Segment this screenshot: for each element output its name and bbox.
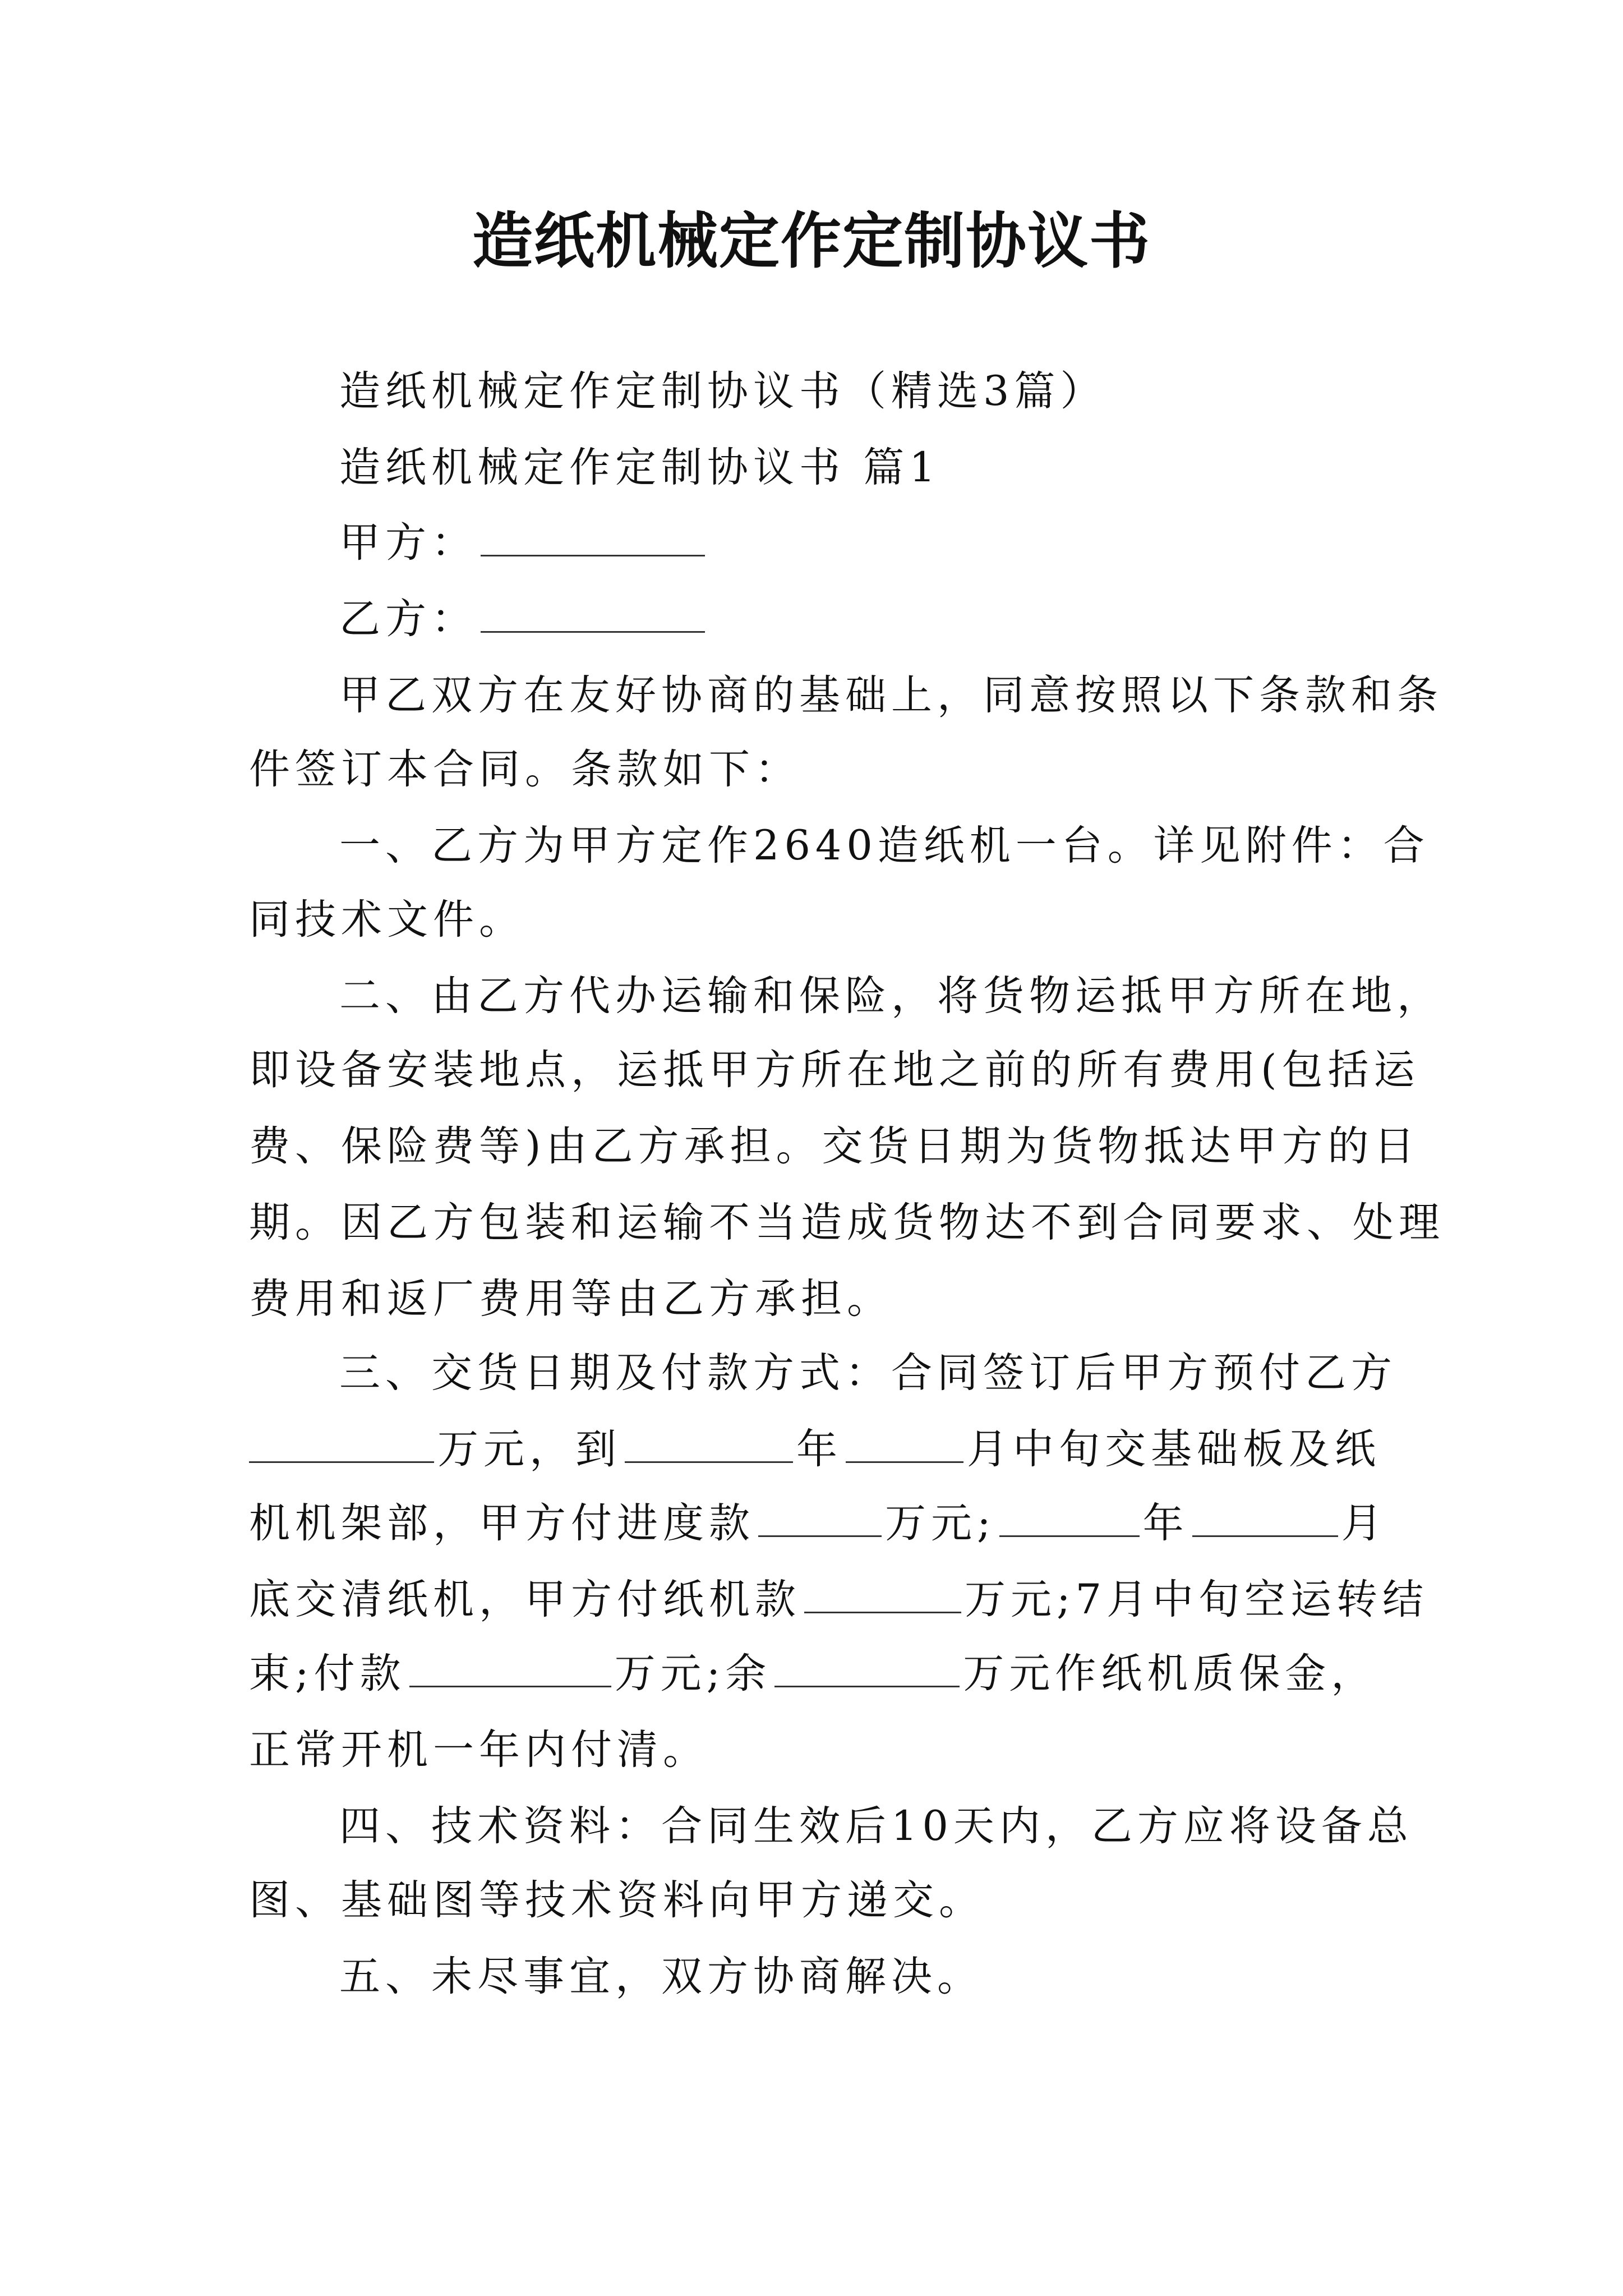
month-blank xyxy=(846,1422,963,1463)
clause-3-text: 万元;余 xyxy=(614,1650,772,1697)
year-blank xyxy=(625,1422,793,1463)
year-blank xyxy=(999,1496,1140,1537)
clause-1-line: 一、乙方为甲方定作2640造纸机一台。详见附件：合 xyxy=(339,822,1430,869)
clause-3-text: 万元，到 xyxy=(437,1425,621,1473)
clause-3-text: 束;付款 xyxy=(249,1650,406,1697)
party-b-blank xyxy=(481,592,705,633)
progress-payment-blank xyxy=(758,1496,882,1537)
month-blank xyxy=(1192,1496,1338,1537)
subtitle: 造纸机械定作定制协议书（精选3篇） xyxy=(339,367,1106,415)
clause-2-line: 即设备安装地点，运抵甲方所在地之前的所有费用(包括运 xyxy=(249,1046,1420,1094)
clause-3-text: 机机架部，甲方付进度款 xyxy=(249,1499,755,1547)
party-a-blank xyxy=(481,516,705,556)
clause-3-text: 年 xyxy=(796,1425,842,1473)
clause-2-line: 费用和返厂费用等由乙方承担。 xyxy=(249,1275,893,1323)
clause-3-text: 月中旬交基础板及纸 xyxy=(967,1425,1381,1473)
intro-line: 件签订本合同。条款如下： xyxy=(249,746,801,793)
clause-2-line: 费、保险费等)由乙方承担。交货日期为货物抵达甲方的日 xyxy=(249,1122,1420,1170)
warranty-amount-blank xyxy=(774,1646,960,1687)
machine-payment-blank xyxy=(804,1572,961,1613)
clause-2-line: 期。因乙方包装和运输不当造成货物达不到合同要求、处理 xyxy=(249,1199,1445,1246)
clause-3-text: 万元;7月中旬空运转结 xyxy=(965,1576,1429,1623)
clause-3-text: 万元; xyxy=(885,1499,996,1547)
clause-2-line: 二、由乙方代办运输和保险，将货物运抵甲方所在地， xyxy=(339,972,1443,1020)
clause-3-text: 底交清纸机，甲方付纸机款 xyxy=(249,1576,801,1623)
section-heading: 造纸机械定作定制协议书 篇1 xyxy=(339,444,940,491)
clause-1-line: 同技术文件。 xyxy=(249,896,525,944)
clause-3-line xyxy=(249,1572,1429,1628)
clause-3-line xyxy=(249,1496,1393,1552)
party-b-label: 乙方： xyxy=(339,595,477,643)
clause-4-line: 四、技术资料：合同生效后10天内，乙方应将设备总 xyxy=(339,1802,1413,1850)
intro-line: 甲乙双方在友好协商的基础上，同意按照以下条款和条 xyxy=(339,671,1443,719)
party-a-label: 甲方： xyxy=(339,519,477,567)
clause-3-line xyxy=(249,1421,1393,1478)
party-a-line xyxy=(249,515,1483,571)
party-b-line xyxy=(249,591,1483,647)
clause-3-line xyxy=(249,1646,1393,1702)
clause-3-text: 万元作纸机质保金， xyxy=(963,1650,1377,1697)
clause-3-text: 年 xyxy=(1142,1499,1189,1547)
document-title: 造纸机械定作定制协议书 xyxy=(472,206,1151,277)
payment-blank xyxy=(409,1646,611,1687)
advance-amount-blank xyxy=(249,1422,434,1463)
clause-3-line: 正常开机一年内付清。 xyxy=(249,1726,709,1774)
clause-3-line: 三、交货日期及付款方式：合同签订后甲方预付乙方 xyxy=(339,1349,1397,1397)
clause-3-text: 月 xyxy=(1341,1499,1387,1547)
clause-4-line: 图、基础图等技术资料向甲方递交。 xyxy=(249,1876,985,1924)
clause-5-line: 五、未尽事宜，双方协商解决。 xyxy=(339,1953,983,2000)
